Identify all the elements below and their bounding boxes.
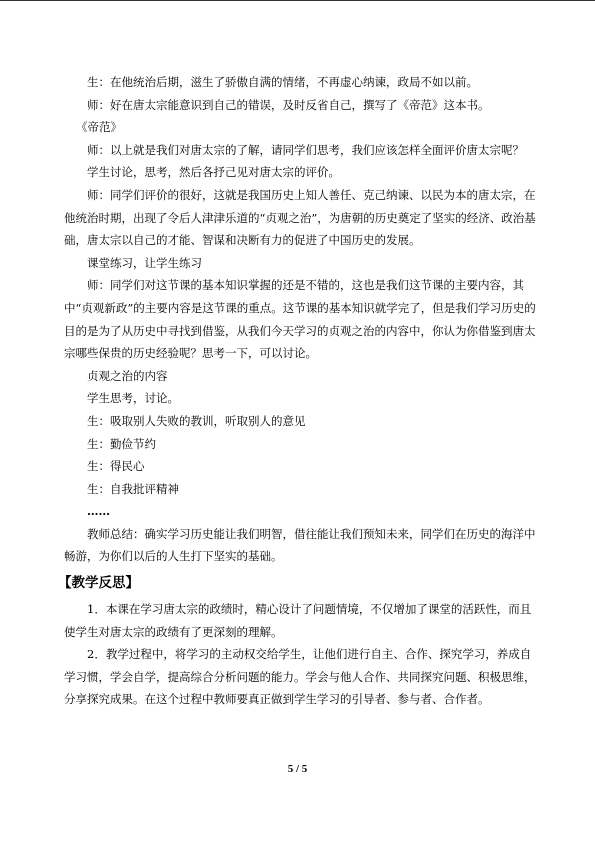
- paragraph: 贞观之治的内容: [87, 368, 168, 383]
- ellipsis: ……: [87, 504, 110, 519]
- paragraph: 生：在他统治后期，滋生了骄傲自满的情绪，不再虚心纳谏，政局不如以前。: [87, 75, 478, 89]
- paragraph: 师：好在唐太宗能意识到自己的错误，及时反省自己，撰写了《帝范》这本书。: [87, 97, 490, 112]
- paragraph: 2．教学过程中，将学习的主动权交给学生，让他们进行自主、合作、探究学习，养成自学习惯，学会自学，提高综合分析问题的能力。学会与他人合作、共同探究问题、积极思维，分享探究成果。在这个过程中教师要真正做到学生学习的引导者、参与者、合作者。: [64, 647, 536, 707]
- paragraph: 1．本课在学习唐太宗的政绩时，精心设计了问题情境，不仅增加了课堂的活跃性，而且使学生对唐太宗的政绩有了更深刻的理解。: [64, 602, 532, 639]
- paragraph: 课堂练习，让学生练习: [87, 255, 202, 270]
- section-heading-reflection: 【教学反思】: [58, 575, 139, 592]
- paragraph: 师：以上就是我们对唐太宗的了解，请同学们思考，我们应该怎样全面评价唐太宗呢？: [87, 142, 524, 157]
- paragraph: 学生思考，讨论。: [87, 391, 179, 406]
- page-number: 5 / 5: [287, 763, 308, 775]
- paragraph: 生：得民心: [87, 459, 145, 474]
- paragraph: 师：同学们对这节课的基本知识掌握的还是不错的，这也是我们这节课的主要内容，其中“贞观新政”的主要内容是这节课的重点。这节课的基本知识就学完了，但是我们学习历史的目的是为了从历史中寻找到借鉴，从我们今天学习的贞观之治的内容中，你认为你借鉴到唐太宗哪些保贵的历史经验呢？思考一下，可以讨论。: [64, 278, 536, 361]
- paragraph: 生：勤俭节约: [87, 436, 156, 451]
- paragraph: 生：自我批评精神: [87, 481, 179, 496]
- document-body: [58, 71, 540, 711]
- paragraph: 教师总结：确实学习历史能让我们明智，借往能让我们预知未来，同学们在历史的海洋中畅游，为你们以后的人生打下坚实的基础。: [64, 526, 536, 564]
- paragraph: 师：同学们评价的很好，这就是我国历史上知人善任、克己纳谏、以民为本的唐太宗，在他统治时期，出现了令后人津津乐道的“贞观之治”，为唐朝的历史奠定了坚实的经济、政治基础，唐太宗以自己的才能、智谋和决断有力的促进了中国历史的发展。: [64, 187, 536, 248]
- top-rule: [0, 0, 595, 1]
- paragraph: 生：吸取别人失败的教训，听取别人的意见: [87, 413, 306, 428]
- paragraph: 《帝范》: [76, 120, 122, 135]
- paragraph: 学生讨论，思考，然后各抒己见对唐太宗的评价。: [87, 165, 340, 180]
